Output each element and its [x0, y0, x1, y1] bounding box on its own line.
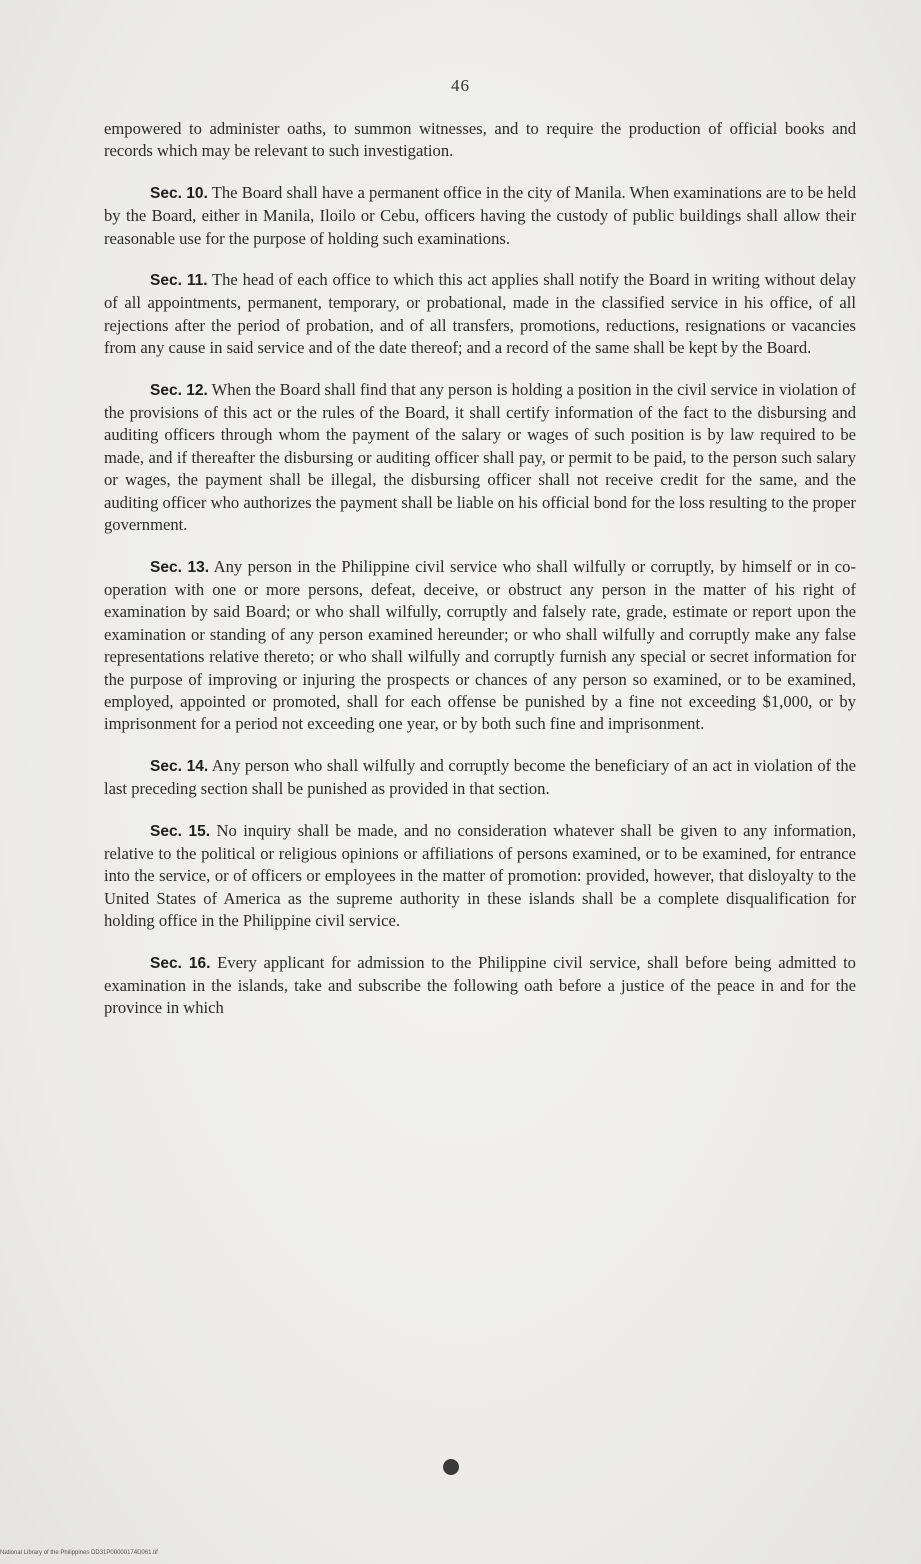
page-number: 46	[451, 76, 470, 95]
section-text: The Board shall have a permanent office in the city of Manila. When examinations are to be held by the Board, either in Manila, Iloilo or Cebu, officers having the custody of public buildings shall allow their reasonable use for the purpose of holding such examinations.	[104, 182, 856, 248]
section-text: Any person who shall wilfully and corruptly become the beneficiary of an act in violation of the last preceding section shall be punished as provided in that section.	[104, 755, 857, 799]
section-11	[104, 269, 856, 360]
section-text: The head of each office to which this act applies shall notify the Board in writing without delay of all appointments, permanent, temporary, or probational, made in the classified service in his office, of all rejections after the period of probation, and of all transfers, promotions, reductions, resignations or vacancies from any cause in said service and of the date thereof; and a record of the same shall be kept by the Board.	[104, 270, 856, 358]
section-12	[104, 379, 856, 537]
section-label: Sec. 12.	[150, 381, 208, 399]
section-10	[104, 182, 856, 250]
section-label: Sec. 13.	[150, 558, 210, 576]
section-text: No inquiry shall be made, and no consideration whatever shall be given to any information, relative to the political or religious opinions or affiliations of persons examined, or to be examined, for entrance into the service, or of officers or employees in the matter of promotion: provided, however, that disloyalty to the United States of America as the supreme authority in these islands shall be a complete disqualification for holding office in the Philippine civil service.	[104, 820, 856, 931]
section-text: Every applicant for admission to the Philippine civil service, shall before being admitted to examination in the islands, take and subscribe the following oath before a justice of the peace in and for the province in which	[104, 952, 856, 1018]
section-label: Sec. 14.	[150, 757, 209, 775]
paragraph-text: empowered to administer oaths, to summon witnesses, and to require the production of official books and records which may be relevant to such investigation.	[104, 119, 856, 161]
section-label: Sec. 15.	[150, 822, 211, 840]
document-body	[104, 118, 856, 1039]
paragraph-continuation	[104, 118, 856, 163]
section-14	[104, 755, 856, 801]
section-text: When the Board shall find that any person is holding a position in the civil service in violation of the provisions of this act or the rules of the Board, it shall certify information of the fact to the disbursing and auditing officers through whom the payment of the salary or wages of such position is by law required to be made, and if thereafter the disbursing or auditing officer shall pay, or permit to be paid, to the person such salary or wages, the payment shall be illegal, the disbursing officer shall not receive credit for the same, and the auditing officer who authorizes the payment shall be liable on his official bond for the loss resulting to the proper government.	[104, 379, 856, 535]
ink-dot-mark	[443, 1459, 459, 1475]
scan-footer: National Library of the Philippines DD31P00000174D061.tif	[0, 1550, 158, 1556]
section-15	[104, 820, 856, 933]
section-13	[104, 556, 856, 736]
section-label: Sec. 16.	[150, 954, 211, 972]
section-label: Sec. 11.	[150, 272, 208, 290]
section-16	[104, 952, 856, 1020]
section-label: Sec. 10.	[150, 184, 208, 202]
section-text: Any person in the Philippine civil service who shall wilfully or corruptly, by himself or in co-operation with one or more persons, defeat, deceive, or obstruct any person in the matter of his right of examination by said Board; or who shall wilfully, corruptly and falsely rate, grade, estimate or report upon the examination or standing of any person examined hereunder; or who shall wilfully and corruptly make any false representations relative thereto; or who shall wilfully and corruptly furnish any special or secret information for the purpose of improving or injuring the prospects or chances of any person so examined, or to be examined, employed, appointed or promoted, shall for each offense be punished by a fine not exceeding $1,000, or by imprisonment for a period not exceeding one year, or by both such fine and imprisonment.	[104, 556, 856, 734]
